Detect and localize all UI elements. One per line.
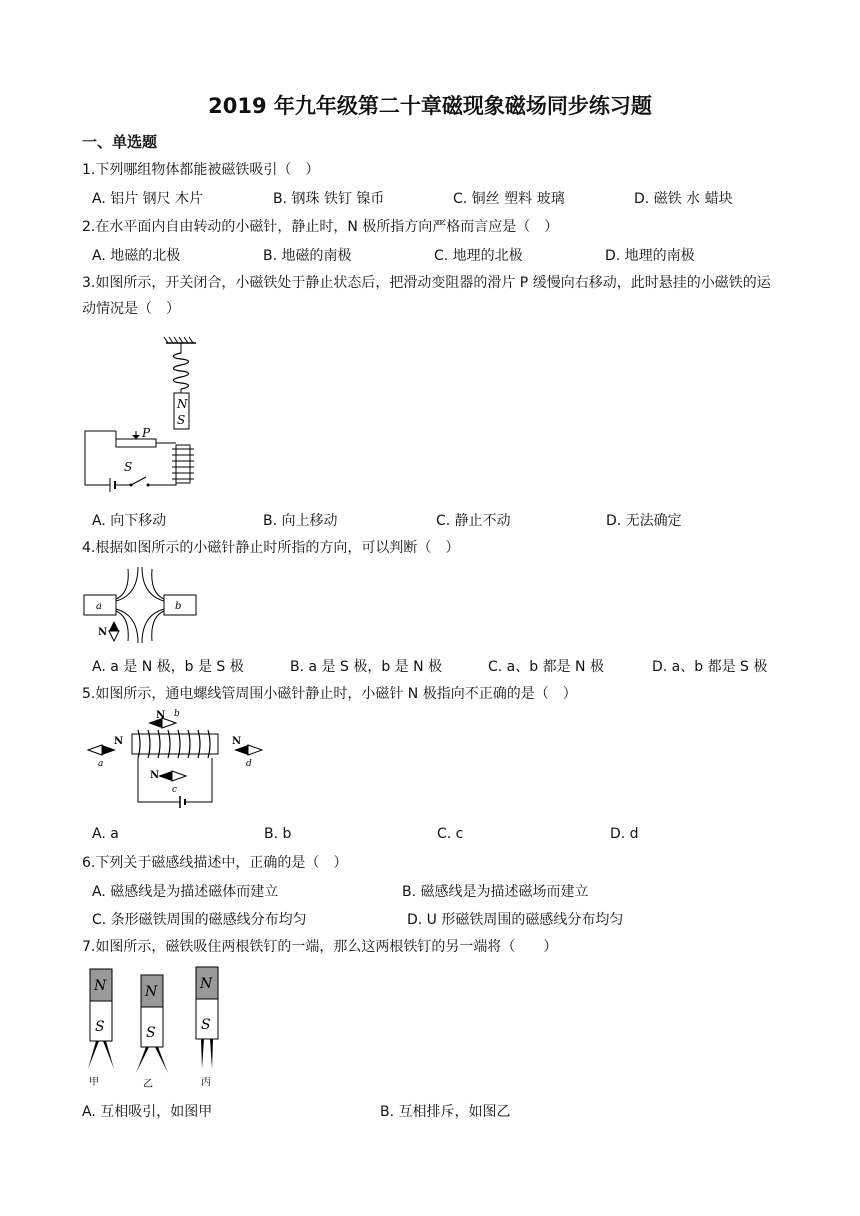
q5-needle-c-label: c <box>172 785 178 795</box>
q5-option-b[interactable]: B. b <box>264 826 292 842</box>
q5-solenoid-figure <box>82 706 272 816</box>
q7-jia-s-label: S <box>95 1019 105 1035</box>
q5-needle-b-n-label: N <box>156 710 166 721</box>
q5-needle-a-n-label: N <box>114 736 124 747</box>
q4-option-a[interactable]: A. a 是 N 极，b 是 S 极 <box>92 659 244 675</box>
q7-bing-n-label: N <box>200 976 213 992</box>
q7-yi-caption: 乙 <box>143 1079 153 1090</box>
q5-option-d[interactable]: D. d <box>610 826 639 842</box>
section-heading: 一、单选题 <box>82 133 158 151</box>
q3-magnet-n-label: N <box>177 397 188 411</box>
q3-slider-p-label: P <box>142 426 151 440</box>
q1-option-a[interactable]: A. 铝片 钢尺 木片 <box>92 191 204 207</box>
q7-option-a[interactable]: A. 互相吸引，如图甲 <box>82 1104 213 1120</box>
q1-option-b[interactable]: B. 钢珠 铁钉 镍币 <box>273 191 385 207</box>
question-5: 5.如图所示，通电螺线管周围小磁针静止时，小磁针 N 极指向不正确的是（ ） <box>82 686 577 702</box>
q5-option-a[interactable]: A. a <box>92 826 119 842</box>
q5-needle-d-label: d <box>246 759 252 769</box>
q4-needle-n-label: N <box>98 627 108 638</box>
q7-yi-s-label: S <box>146 1025 156 1041</box>
q4-label-a: a <box>96 601 102 612</box>
question-4: 4.根据如图所示的小磁针静止时所指的方向，可以判断（ ） <box>82 540 460 556</box>
q2-option-c[interactable]: C. 地理的北极 <box>434 248 523 264</box>
q5-option-c[interactable]: C. c <box>437 826 464 842</box>
page-title: 2019 年九年级第二十章磁现象磁场同步练习题 <box>208 94 652 118</box>
q3-option-b[interactable]: B. 向上移动 <box>263 513 338 529</box>
q3-circuit-figure <box>80 335 220 495</box>
q4-label-b: b <box>175 601 182 612</box>
q1-option-d[interactable]: D. 磁铁 水 蜡块 <box>634 191 733 207</box>
question-7: 7.如图所示，磁铁吸住两根铁钉的一端，那么这两根铁钉的另一端将（ ） <box>82 939 558 955</box>
q2-option-d[interactable]: D. 地理的南极 <box>605 248 695 264</box>
q7-yi-n-label: N <box>145 984 158 1000</box>
q7-bing-s-label: S <box>201 1017 211 1033</box>
q3-switch-s-label: S <box>124 460 133 474</box>
q2-option-b[interactable]: B. 地磁的南极 <box>263 248 352 264</box>
q2-option-a[interactable]: A. 地磁的北极 <box>92 248 181 264</box>
q6-option-c[interactable]: C. 条形磁铁周围的磁感线分布均匀 <box>92 912 307 928</box>
q7-jia-caption: 甲 <box>89 1077 99 1088</box>
q7-jia-n-label: N <box>94 978 107 994</box>
q6-option-b[interactable]: B. 磁感线是为描述磁场而建立 <box>402 884 589 900</box>
q7-option-b[interactable]: B. 互相排斥，如图乙 <box>380 1104 511 1120</box>
q5-needle-b-label: b <box>174 709 180 719</box>
q6-option-d[interactable]: D. U 形磁铁周围的磁感线分布均匀 <box>407 912 624 928</box>
question-3: 3.如图所示，开关闭合，小磁铁处于静止状态后，把滑动变阻器的滑片 P 缓慢向右移动，此时悬挂的小磁铁的运动情况是（ ） <box>82 275 771 317</box>
question-2: 2.在水平面内自由转动的小磁针，静止时，N 极所指方向严格而言应是（ ） <box>82 219 559 235</box>
q5-needle-d-n-label: N <box>232 736 242 747</box>
q4-option-d[interactable]: D. a、b 都是 S 极 <box>652 659 768 675</box>
q7-bing-caption: 丙 <box>201 1077 211 1088</box>
q3-option-c[interactable]: C. 静止不动 <box>436 513 511 529</box>
q3-option-a[interactable]: A. 向下移动 <box>92 513 167 529</box>
question-6: 6.下列关于磁感线描述中，正确的是（ ） <box>82 855 348 871</box>
q3-magnet-s-label: S <box>177 413 186 427</box>
q1-option-c[interactable]: C. 铜丝 塑料 玻璃 <box>453 191 565 207</box>
q5-needle-c-n-label: N <box>150 770 160 781</box>
q6-option-a[interactable]: A. 磁感线是为描述磁体而建立 <box>92 884 279 900</box>
q5-needle-a-label: a <box>98 759 104 769</box>
q3-option-d[interactable]: D. 无法确定 <box>606 513 682 529</box>
q7-magnet-nails-figure <box>80 965 240 1093</box>
q4-option-b[interactable]: B. a 是 S 极，b 是 N 极 <box>290 659 443 675</box>
q4-option-c[interactable]: C. a、b 都是 N 极 <box>488 659 604 675</box>
q4-magnet-poles-figure <box>80 565 200 650</box>
question-1: 1.下列哪组物体都能被磁铁吸引（ ） <box>82 162 320 178</box>
